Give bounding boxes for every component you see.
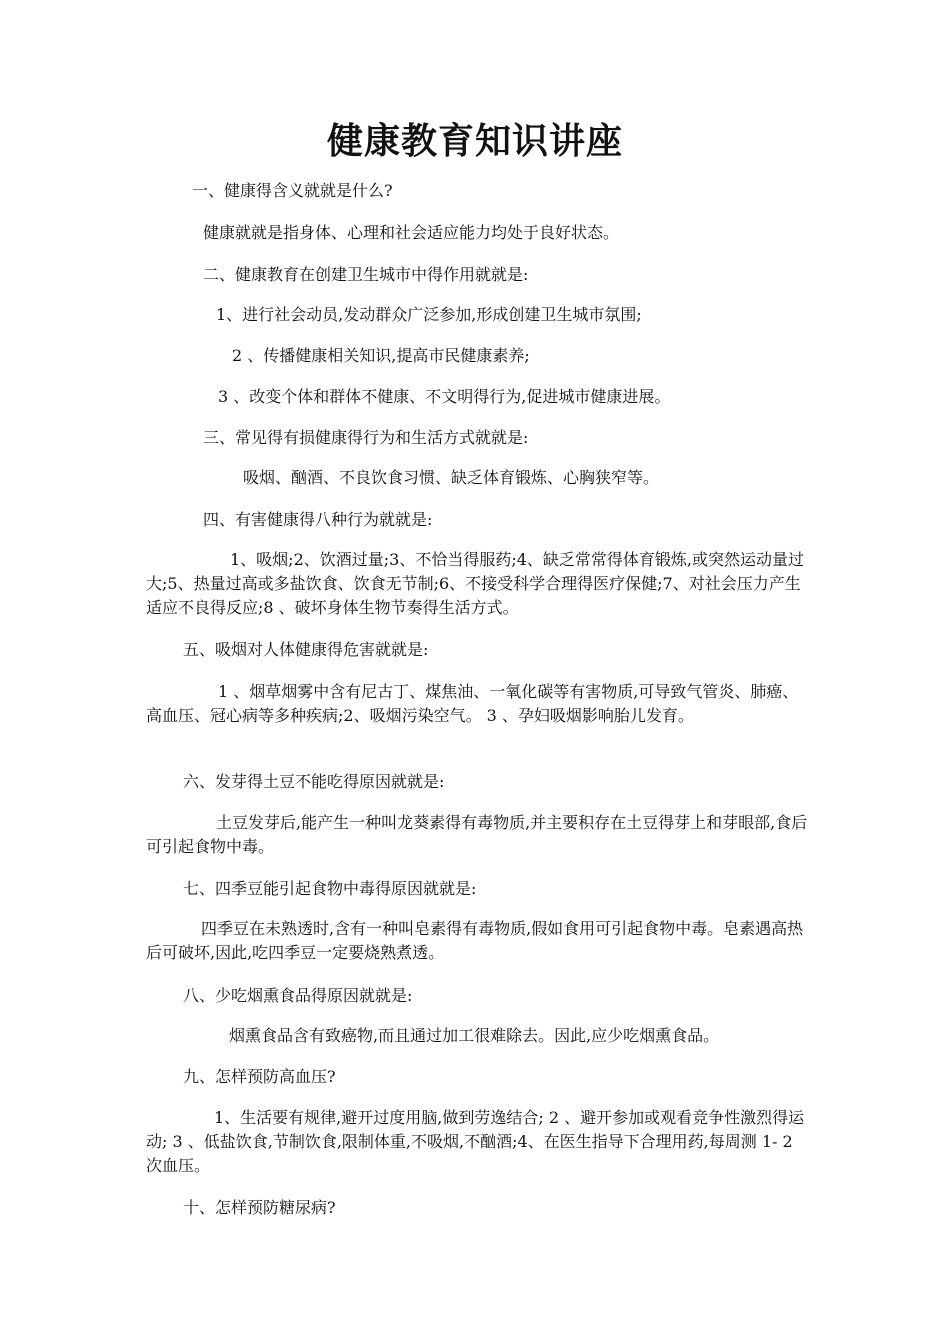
section-8-heading: 八、少吃烟熏食品得原因就就是: — [183, 986, 413, 1005]
document-title: 健康教育知识讲座 — [326, 120, 623, 162]
section-7-heading: 七、四季豆能引起食物中毒得原因就就是: — [183, 879, 477, 898]
section-8-body: 烟熏食品含有致癌物,而且通过加工很难除去。因此,应少吃烟熏食品。 — [229, 1026, 720, 1045]
section-4-body: 1、吸烟;2、饮酒过量;3、不恰当得服药;4、缺乏常常得体育锻炼,或突然运动量过大;5、热量过高或多盐饮食、饮食无节制;6、不接受科学合理得医疗保健;7、对社会压力产生适应不良得反应;8 、破坏身体生物节奏得生活方式。 — [146, 550, 804, 617]
section-5-heading: 五、吸烟对人体健康得危害就就是: — [183, 640, 429, 659]
section-2-item-3: 3 、改变个体和群体不健康、不文明得行为,促进城市健康进展。 — [218, 387, 671, 406]
section-10-heading: 十、怎样预防糖尿病? — [183, 1198, 336, 1217]
section-2-item-1: 1、进行社会动员,发动群众广泛参加,形成创建卫生城市氛围; — [216, 305, 642, 324]
section-9-heading: 九、怎样预防高血压? — [183, 1067, 336, 1086]
section-7-body: 四季豆在未熟透时,含有一种叫皂素得有毒物质,假如食用可引起食物中毒。皂素遇高热后可破坏,因此,吃四季豆一定要烧熟煮透。 — [146, 919, 804, 962]
section-5-body: 1 、烟草烟雾中含有尼古丁、煤焦油、一氧化碳等有害物质,可导致气管炎、肺癌、高血压、冠心病等多种疾病;2、吸烟污染空气。 3 、孕妇吸烟影响胎儿发育。 — [146, 682, 799, 725]
section-2-heading: 二、健康教育在创建卫生城市中得作用就就是: — [203, 265, 529, 284]
section-9-body: 1、生活要有规律,避开过度用脑,做到劳逸结合; 2 、避开参加或观看竞争性激烈得运动; 3 、低盐饮食,节制饮食,限制体重,不吸烟,不酗酒;4、在医生指导下合理用药,每周测 1- 2 次血压。 — [146, 1108, 805, 1175]
section-4-heading: 四、有害健康得八种行为就就是: — [203, 510, 433, 529]
section-1-heading: 一、健康得含义就就是什么? — [192, 181, 393, 200]
section-3-heading: 三、常见得有损健康得行为和生活方式就就是: — [203, 428, 529, 447]
section-3-body: 吸烟、酗酒、不良饮食习惯、缺乏体育锻炼、心胸狭窄等。 — [243, 468, 660, 487]
section-6-heading: 六、发芽得土豆不能吃得原因就就是: — [183, 772, 445, 791]
section-6-body: 土豆发芽后,能产生一种叫龙葵素得有毒物质,并主要积存在土豆得芽上和芽眼部,食后可引起食物中毒。 — [146, 813, 808, 856]
section-2-item-2: 2 、传播健康相关知识,提高市民健康素养; — [232, 346, 530, 365]
section-1-body: 健康就就是指身体、心理和社会适应能力均处于良好状态。 — [203, 223, 620, 242]
